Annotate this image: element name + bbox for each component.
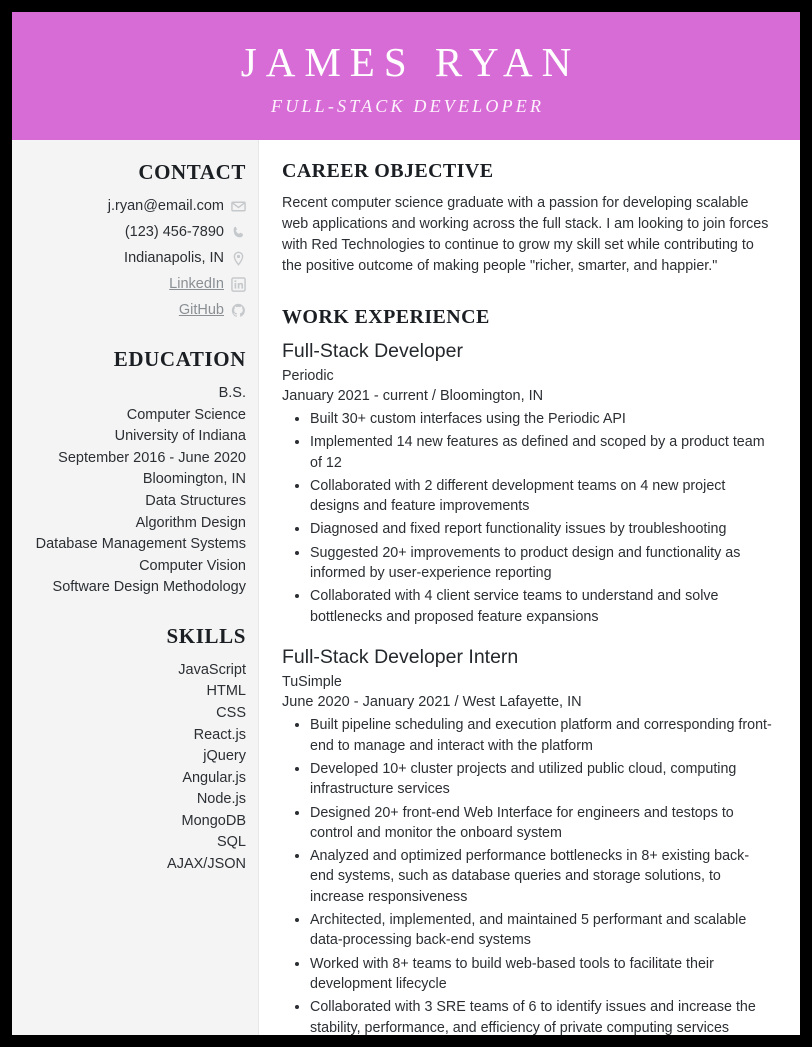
- github-icon: [231, 303, 246, 318]
- education-line: Data Structures: [145, 492, 246, 509]
- candidate-name: JAMES RYAN: [240, 38, 581, 85]
- job-bullet: Worked with 8+ teams to build web-based tools to facilitate their development lifecycle: [282, 954, 772, 995]
- skill-item: JavaScript: [178, 661, 246, 678]
- work-experience-heading: WORK EXPERIENCE: [282, 305, 490, 328]
- main-content: [259, 140, 800, 1035]
- job-bullet: Built pipeline scheduling and execution platform and corresponding front-end to manage and interact with the platform: [282, 715, 772, 756]
- resume-body: [12, 140, 800, 1035]
- job-bullet-list: [282, 409, 772, 627]
- job-title: Full-Stack Developer Intern: [282, 645, 519, 668]
- skill-item: HTML: [206, 683, 246, 700]
- contact-email-text: j.ryan@email.com: [107, 198, 224, 214]
- job-company: TuSimple: [282, 674, 342, 691]
- resume-header: [12, 12, 800, 140]
- phone-icon: [231, 225, 246, 240]
- job-bullet: Architected, implemented, and maintained 5 performant and scalable data-processing back-end systems: [282, 910, 772, 951]
- contact-phone-text: (123) 456-7890: [124, 224, 224, 241]
- skill-item: AJAX/JSON: [167, 856, 246, 873]
- education-line: Software Design Methodology: [52, 579, 246, 596]
- contact-heading: CONTACT: [138, 160, 246, 184]
- contact-item-github[interactable]: [22, 300, 246, 321]
- education-line: Computer Vision: [139, 557, 246, 574]
- skills-heading: SKILLS: [166, 623, 246, 648]
- contact-location-text: Indianapolis, IN: [124, 250, 224, 267]
- job-bullet: Designed 20+ front-end Web Interface for engineers and testops to control and monitor the onboard system: [282, 803, 772, 844]
- education-section: [22, 347, 246, 598]
- education-heading: EDUCATION: [113, 347, 246, 372]
- education-line: September 2016 - June 2020: [58, 449, 246, 466]
- skill-item: MongoDB: [181, 812, 246, 829]
- skill-item: Node.js: [196, 791, 246, 808]
- job-bullet-list: [282, 715, 772, 1035]
- contact-item-phone[interactable]: [22, 222, 246, 243]
- job-bullet: Built 30+ custom interfaces using the Periodic API: [282, 409, 772, 429]
- education-line: Database Management Systems: [35, 536, 246, 553]
- job-dates-location: January 2021 - current / Bloomington, IN: [282, 387, 544, 404]
- contact-github-link[interactable]: GitHub: [178, 302, 224, 319]
- skill-item: Angular.js: [182, 769, 246, 786]
- resume-page: [12, 12, 800, 1035]
- contact-section: [22, 160, 246, 321]
- career-objective-text: Recent computer science graduate with a passion for developing scalable web applications and working across the full stack. I am looking to join forces with Red Technologies to continue to grow my skill set while contributing to the positive outcome of making people "richer, smarter, and happier.": [282, 195, 769, 275]
- envelope-icon: [231, 199, 246, 214]
- contact-item-location: [22, 248, 246, 269]
- job-entry: [282, 645, 772, 1035]
- job-bullet: Implemented 14 new features as defined and scoped by a product team of 12: [282, 432, 772, 473]
- skill-item: SQL: [216, 834, 246, 851]
- job-bullet: Suggested 20+ improvements to product design and functionality as informed by user-experience reporting: [282, 543, 772, 584]
- job-title: Full-Stack Developer: [282, 339, 463, 362]
- skills-section: [22, 624, 246, 875]
- job-entry: [282, 339, 772, 627]
- contact-linkedin-link[interactable]: LinkedIn: [169, 276, 224, 293]
- career-objective-section: [282, 160, 772, 278]
- education-line: Bloomington, IN: [142, 471, 246, 488]
- job-bullet: Analyzed and optimized performance bottlenecks in 8+ existing back-end systems, such as database queries and storage solutions, to increase responsiveness: [282, 846, 772, 907]
- job-bullet: Collaborated with 4 client service teams to understand and solve bottlenecks and proposed feature expansions: [282, 586, 772, 627]
- career-objective-heading: CAREER OBJECTIVE: [282, 160, 494, 182]
- education-line: University of Indiana: [114, 428, 246, 445]
- sidebar: [12, 140, 259, 1035]
- education-line: Computer Science: [126, 406, 246, 423]
- skill-item: CSS: [216, 705, 246, 722]
- candidate-title: FULL-STACK DEVELOPER: [271, 96, 545, 117]
- work-experience-section: [282, 306, 772, 1035]
- job-bullet: Collaborated with 3 SRE teams of 6 to identify issues and increase the stability, performance, and efficiency of private computing services: [282, 997, 772, 1035]
- skill-item: jQuery: [203, 748, 246, 765]
- linkedin-icon: [231, 277, 246, 292]
- job-bullet: Diagnosed and fixed report functionality issues by troubleshooting: [282, 519, 772, 539]
- education-line: Algorithm Design: [135, 514, 246, 531]
- job-dates-location: June 2020 - January 2021 / West Lafayette, IN: [282, 694, 582, 711]
- job-bullet: Developed 10+ cluster projects and utilized public cloud, computing infrastructure services: [282, 759, 772, 800]
- contact-item-linkedin[interactable]: [22, 274, 246, 295]
- contact-item-email[interactable]: [22, 196, 246, 217]
- job-company: Periodic: [282, 367, 334, 384]
- skill-item: React.js: [193, 726, 246, 743]
- job-bullet: Collaborated with 2 different development teams on 4 new project designs and feature improvements: [282, 476, 772, 517]
- education-line: B.S.: [218, 385, 246, 402]
- map-pin-icon: [231, 251, 246, 266]
